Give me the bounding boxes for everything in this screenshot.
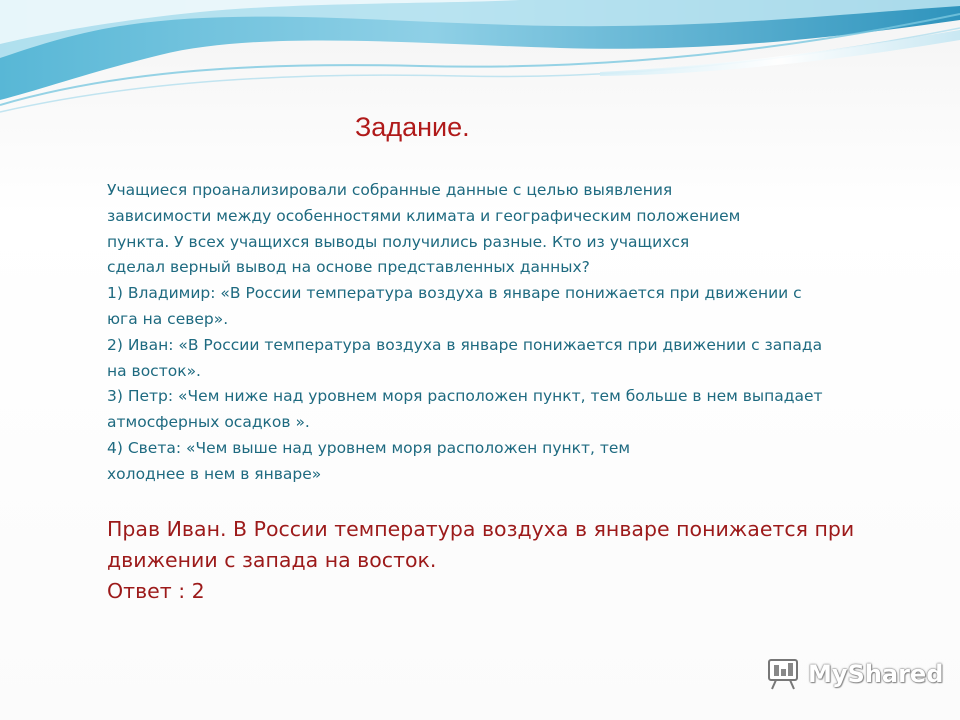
- task-line: пункта. У всех учащихся выводы получились разные. Кто из учащихся: [107, 232, 690, 251]
- myshared-watermark: [766, 656, 943, 692]
- option-4-line: холоднее в нем в январе»: [107, 464, 322, 483]
- header-wave-decoration: [0, 0, 960, 120]
- answer-block: [107, 514, 907, 607]
- task-line: зависимости между особенностями климата и географическим положением: [107, 206, 741, 225]
- watermark-text: MyShared: [808, 660, 944, 688]
- option-3-line: 3) Петр: «Чем ниже над уровнем моря расположен пункт, тем больше в нем выпадает: [107, 387, 823, 406]
- task-line: сделал верный вывод на основе представленных данных?: [107, 258, 590, 277]
- option-2-line: на восток».: [107, 361, 201, 380]
- task-line: Учащиеся проанализировали собранные данные с целью выявления: [107, 181, 673, 199]
- answer-result: Ответ : 2: [107, 579, 205, 603]
- option-1-line: 1) Владимир: «В России температура воздуха в январе понижается при движении с: [107, 284, 802, 303]
- task-text-block: [107, 178, 907, 488]
- answer-line: движении с запада на восток.: [107, 548, 437, 572]
- slide-title: Задание.: [355, 112, 470, 142]
- option-3-line: атмосферных осадков ».: [107, 413, 310, 432]
- answer-line: Прав Иван. В России температура воздуха в январе понижается при: [107, 517, 855, 541]
- presentation-board-icon: [766, 657, 802, 691]
- option-2-line: 2) Иван: «В России температура воздуха в январе понижается при движении с запада: [107, 335, 823, 354]
- option-4-line: 4) Света: «Чем выше над уровнем моря расположен пункт, тем: [107, 438, 631, 457]
- option-1-line: юга на север».: [107, 309, 229, 328]
